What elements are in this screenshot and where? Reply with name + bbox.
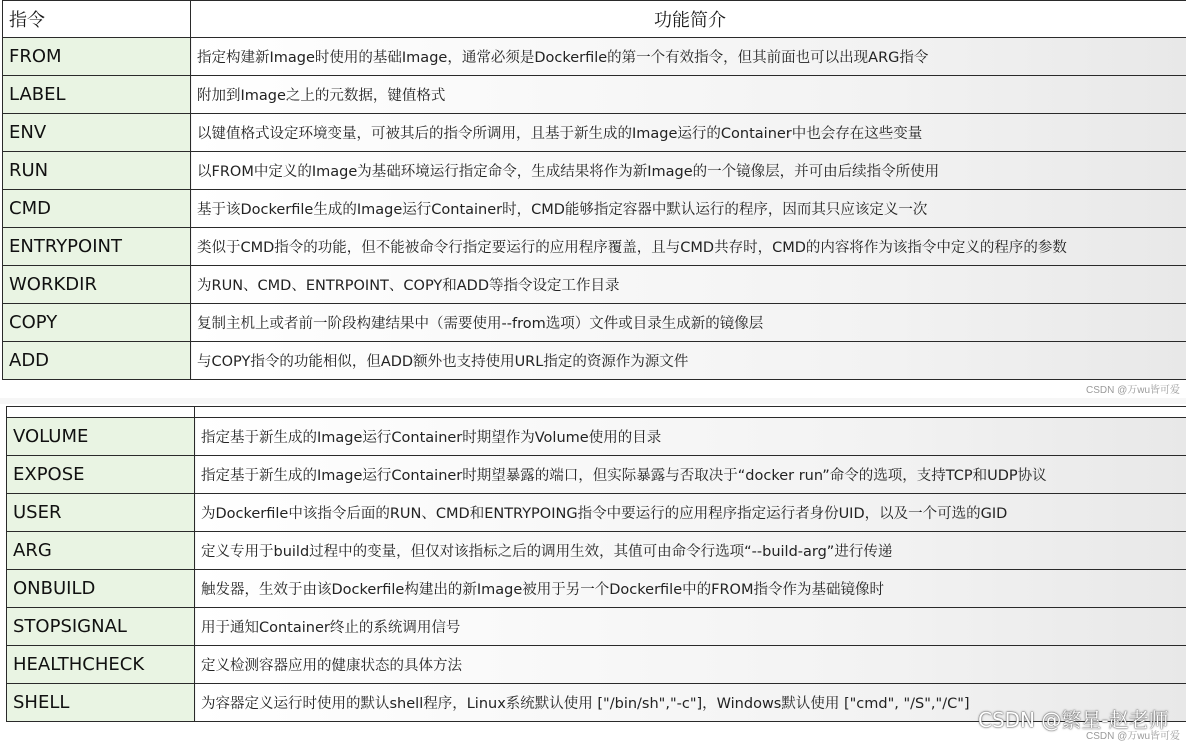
table-row bbox=[3, 152, 1186, 190]
table-row bbox=[7, 494, 1186, 532]
instruction-description: 定义检测容器应用的健康状态的具体方法 bbox=[195, 646, 1186, 684]
table-row bbox=[3, 266, 1186, 304]
instruction-name: ONBUILD bbox=[7, 570, 195, 608]
table-row bbox=[7, 418, 1186, 456]
table-row bbox=[3, 76, 1186, 114]
table-gap bbox=[0, 398, 1186, 404]
instruction-name: STOPSIGNAL bbox=[7, 608, 195, 646]
instruction-description: 与COPY指令的功能相似，但ADD额外也支持使用URL指定的资源作为源文件 bbox=[191, 342, 1186, 380]
instruction-name: COPY bbox=[3, 304, 191, 342]
watermark-small-2: CSDN @万wu皆可爱 bbox=[1086, 727, 1180, 742]
instruction-description: 定义专用于build过程中的变量，但仅对该指标之后的调用生效，其值可由命令行选项“--build-arg”进行传递 bbox=[195, 532, 1186, 570]
watermark-large: CSDN @繁星-赵老师 bbox=[978, 704, 1169, 733]
instruction-name: ENTRYPOINT bbox=[3, 228, 191, 266]
table-row bbox=[3, 190, 1186, 228]
table-row bbox=[7, 608, 1186, 646]
table-row bbox=[7, 532, 1186, 570]
instruction-name: WORKDIR bbox=[3, 266, 191, 304]
instruction-description: 用于通知Container终止的系统调用信号 bbox=[195, 608, 1186, 646]
watermark-small-1: CSDN @万wu皆可爱 bbox=[1086, 381, 1180, 396]
instruction-description: 附加到Image之上的元数据，键值格式 bbox=[191, 76, 1186, 114]
table-row bbox=[3, 38, 1186, 76]
instruction-description: 以FROM中定义的Image为基础环境运行指定命令，生成结果将作为新Image的一个镜像层，并可由后续指令所使用 bbox=[191, 152, 1186, 190]
instruction-name: ADD bbox=[3, 342, 191, 380]
table-row bbox=[3, 228, 1186, 266]
instruction-name: LABEL bbox=[3, 76, 191, 114]
table-row bbox=[3, 304, 1186, 342]
instruction-description: 以键值格式设定环境变量，可被其后的指令所调用，且基于新生成的Image运行的Container中也会存在这些变量 bbox=[191, 114, 1186, 152]
header-instruction: 指令 bbox=[3, 1, 191, 38]
table-stub-row bbox=[7, 407, 1186, 418]
instruction-description: 为容器定义运行时使用的默认shell程序，Linux系统默认使用 ["/bin/sh","-c"]，Windows默认使用 ["cmd", "/S","/C"] bbox=[195, 684, 1186, 722]
instruction-name: CMD bbox=[3, 190, 191, 228]
instruction-description: 为Dockerfile中该指令后面的RUN、CMD和ENTRYPOING指令中要运行的应用程序指定运行者身份UID，以及一个可选的GID bbox=[195, 494, 1186, 532]
instruction-name: USER bbox=[7, 494, 195, 532]
table-header-row bbox=[3, 1, 1186, 38]
instruction-description: 基于该Dockerfile生成的Image运行Container时，CMD能够指定容器中默认运行的程序，因而其只应该定义一次 bbox=[191, 190, 1186, 228]
header-description: 功能简介 bbox=[191, 1, 1186, 38]
instruction-name: HEALTHCHECK bbox=[7, 646, 195, 684]
instruction-name: FROM bbox=[3, 38, 191, 76]
dockerfile-instructions-table-2 bbox=[6, 406, 1186, 722]
table-row bbox=[7, 456, 1186, 494]
instruction-name: VOLUME bbox=[7, 418, 195, 456]
instruction-description: 类似于CMD指令的功能，但不能被命令行指定要运行的应用程序覆盖，且与CMD共存时，CMD的内容将作为该指令中定义的程序的参数 bbox=[191, 228, 1186, 266]
instruction-name: RUN bbox=[3, 152, 191, 190]
table-row bbox=[3, 342, 1186, 380]
instruction-name: ENV bbox=[3, 114, 191, 152]
instruction-description: 复制主机上或者前一阶段构建结果中（需要使用--from选项）文件或目录生成新的镜像层 bbox=[191, 304, 1186, 342]
stub-cell bbox=[7, 407, 195, 418]
dockerfile-instructions-table-1 bbox=[2, 0, 1186, 380]
table-row bbox=[7, 570, 1186, 608]
table-row bbox=[3, 114, 1186, 152]
instruction-description: 触发器，生效于由该Dockerfile构建出的新Image被用于另一个Dockerfile中的FROM指令作为基础镜像时 bbox=[195, 570, 1186, 608]
instruction-description: 指定构建新Image时使用的基础Image，通常必须是Dockerfile的第一个有效指令，但其前面也可以出现ARG指令 bbox=[191, 38, 1186, 76]
instruction-description: 指定基于新生成的Image运行Container时期望暴露的端口，但实际暴露与否取决于“docker run”命令的选项，支持TCP和UDP协议 bbox=[195, 456, 1186, 494]
instruction-name: ARG bbox=[7, 532, 195, 570]
instruction-name: EXPOSE bbox=[7, 456, 195, 494]
instruction-description: 为RUN、CMD、ENTRPOINT、COPY和ADD等指令设定工作目录 bbox=[191, 266, 1186, 304]
instruction-name: SHELL bbox=[7, 684, 195, 722]
instruction-description: 指定基于新生成的Image运行Container时期望作为Volume使用的目录 bbox=[195, 418, 1186, 456]
table-row bbox=[7, 646, 1186, 684]
stub-cell bbox=[195, 407, 1186, 418]
